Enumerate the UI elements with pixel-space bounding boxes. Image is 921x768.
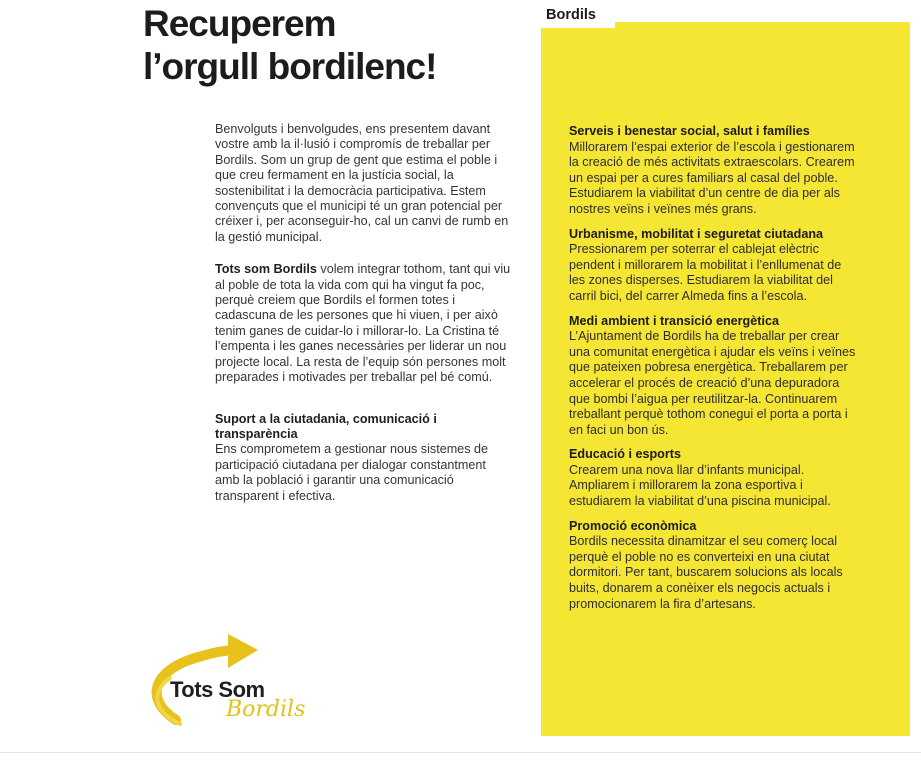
intro-paragraph-2-lead: Tots som Bordils [215, 262, 317, 277]
page-divider [0, 752, 921, 753]
panel-section [569, 124, 857, 218]
panel-tab-label: Bordils [546, 7, 596, 23]
panel-section [569, 227, 857, 305]
intro-paragraph-2-rest: volem integrar tothom, tant qui viu al poble de tota la vida com qui ha vingut fa poc, perquè creiem que Bordils el formen totes i cadascuna de les persones que hi viuen, i per això tenim ganes de cuidar-lo i millorar-lo. La Cristina té l’empenta i les ganes necessàries per liderar un nou projecte local. La resta de l’equip són persones molt preparades i motivades per treballar pel bé comú. [215, 262, 511, 385]
panel-section [569, 314, 857, 439]
panel-section-body: Bordils necessita dinamitzar el seu comerç local perquè el poble no es converteixi en una ciutat dormitori. Per tant, buscarem solucions als locals buits, donarem a conèixer els negocis actuals i promocionarem la fira d’artesans. [569, 534, 843, 611]
left-section-title: Suport a la ciutadania, comunicació i transparència [215, 411, 437, 441]
panel-tab [537, 4, 615, 28]
left-column [215, 122, 511, 504]
panel-section [569, 519, 857, 613]
left-section [215, 412, 511, 504]
headline-line-1: Recuperem [143, 3, 336, 44]
panel-section [569, 447, 857, 509]
panel-section-title: Serveis i benestar social, salut i famílies [569, 124, 810, 138]
logo-text-tots-som: Tots Som [170, 677, 265, 702]
intro-paragraph-1: Benvolguts i benvolgudes, ens presentem davant vostre amb la il·lusió i compromís de treballar per Bordils. Som un grup de gent que estima el poble i que creu fermament en la justícia social, la sostenibilitat i la democràcia participativa. Estem convençuts que el municipi té un gran potencial per créixer i, per aconseguir-ho, cal un canvi de rumb en la gestió municipal. [215, 122, 509, 244]
page-headline [143, 2, 523, 88]
logo-text-bordils: Bordils [226, 697, 306, 722]
panel-section-title: Medi ambient i transició energètica [569, 313, 779, 328]
panel-section-body: Millorarem l’espai exterior de l’escola i gestionarem la creació de més activitats extraescolars. Crearem un espai per a cures familiars al casal del poble. Estudiarem la viabilitat d’un centre de dia per als nostres veïns i veïnes més grans. [569, 139, 855, 216]
panel-section-title: Educació i esports [569, 447, 681, 462]
panel-section-body: Crearem una nova llar d’infants municipal. Ampliarem i millorarem la zona esportiva i estudiarem la viabilitat d’una piscina municipal. [569, 462, 831, 509]
headline-line-2: l’orgull bordilenc! [143, 46, 437, 87]
left-section-body: Ens comprometem a gestionar nous sistemes de participació ciutadana per dialogar constantment amb la població i garantir una comunicació transparent i efectiva. [215, 442, 488, 503]
panel-section-body: Pressionarem per soterrar el cablejat elèctric pendent i millorarem la mobilitat i l’enllumenat de les zones disperses. Estudiarem la viabilitat del carril bici, del carrer Almeda fins a l’escola. [569, 242, 842, 303]
panel-section-title: Promoció econòmica [569, 518, 697, 533]
panel-section-body: L’Ajuntament de Bordils ha de treballar per crear una comunitat energètica i ajudar els veïns i veïnes que pateixen pobresa energètica. Treballarem per accelerar el procés de creació d’una depuradora que bombi l’aigua per reutilitzar-la. Continuarem treballant perquè tothom conegui el porta a porta i en faci un bon ús. [569, 329, 856, 437]
panel-sections [569, 124, 857, 621]
intro-paragraph-2 [215, 262, 511, 385]
panel-section-title: Urbanisme, mobilitat i seguretat ciutadana [569, 226, 824, 241]
